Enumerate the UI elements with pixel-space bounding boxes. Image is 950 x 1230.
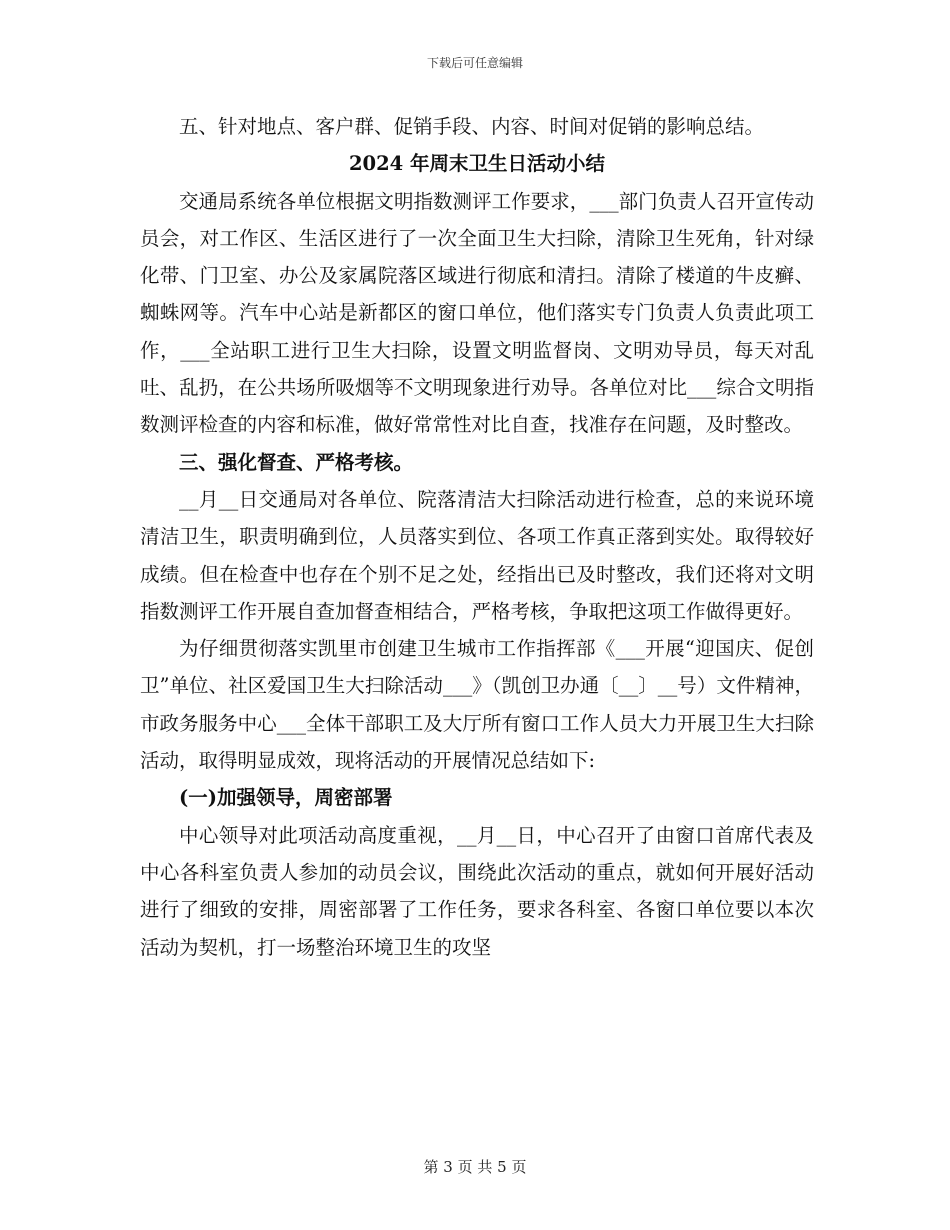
paragraph-intro: 交通局系统各单位根据文明指数测评工作要求，___部门负责人召开宣传动员会，对工作区、生活区进行了一次全面卫生大扫除，清除卫生死角，针对绿化带、门卫室、办公及家属院落区域进行彻底和清扫。清除了楼道的牛皮癣、蜘蛛网等。汽车中心站是新都区的窗口单位，他们落实专门负责人负责此项工作，___全站职工进行卫生大扫除，设置文明监督岗、文明劝导员，每天对乱吐、乱扔，在公共场所吸烟等不文明现象进行劝导。各单位对比___综合文明指数测评检查的内容和标准，做好常常性对比自查，找准存在问题，及时整改。	[140, 189, 814, 437]
paragraph-inspection: __月__日交通局对各单位、院落清洁大扫除活动进行检查，总的来说环境清洁卫生，职责明确到位，人员落实到位、各项工作真正落到实处。取得较好成绩。但在检查中也存在个别不足之处，经指出已及时整改，我们还将对文明指数测评工作开展自查加督查相结合，严格考核，争取把这项工作做得更好。	[140, 487, 814, 623]
document-title: 2024 年周末卫生日活动小结	[348, 152, 606, 176]
subsection-heading-1: (一)加强领导，周密部署	[179, 786, 393, 810]
paragraph-implementation: 为仔细贯彻落实凯里市创建卫生城市工作指挥部《___开展“迎国庆、促创卫”单位、社区爱国卫生大扫除活动___》（凯创卫办通〔__〕__号）文件精神，市政务服务中心___全体干部职工及大厅所有窗口工作人员大力开展卫生大扫除活动，取得明显成效，现将活动的开展情况总结如下:	[140, 637, 814, 773]
document-body	[140, 108, 814, 966]
paragraph-summary-item-5: 五、针对地点、客户群、促销手段、内容、时间对促销的影响总结。	[179, 115, 765, 138]
section-heading-3: 三、强化督查、严格考核。	[179, 450, 414, 474]
page-header: 下载后可任意编辑	[426, 56, 523, 70]
paragraph-leadership: 中心领导对此项活动高度重视，__月__日，中心召开了由窗口首席代表及中心各科室负责人参加的动员会议，围绕此次活动的重点，就如何开展好活动进行了细致的安排，周密部署了工作任务，要求各科室、各窗口单位要以本次活动为契机，打一场整治环境卫生的攻坚	[140, 823, 814, 959]
page-number: 第 3 页 共 5 页	[423, 1158, 527, 1176]
